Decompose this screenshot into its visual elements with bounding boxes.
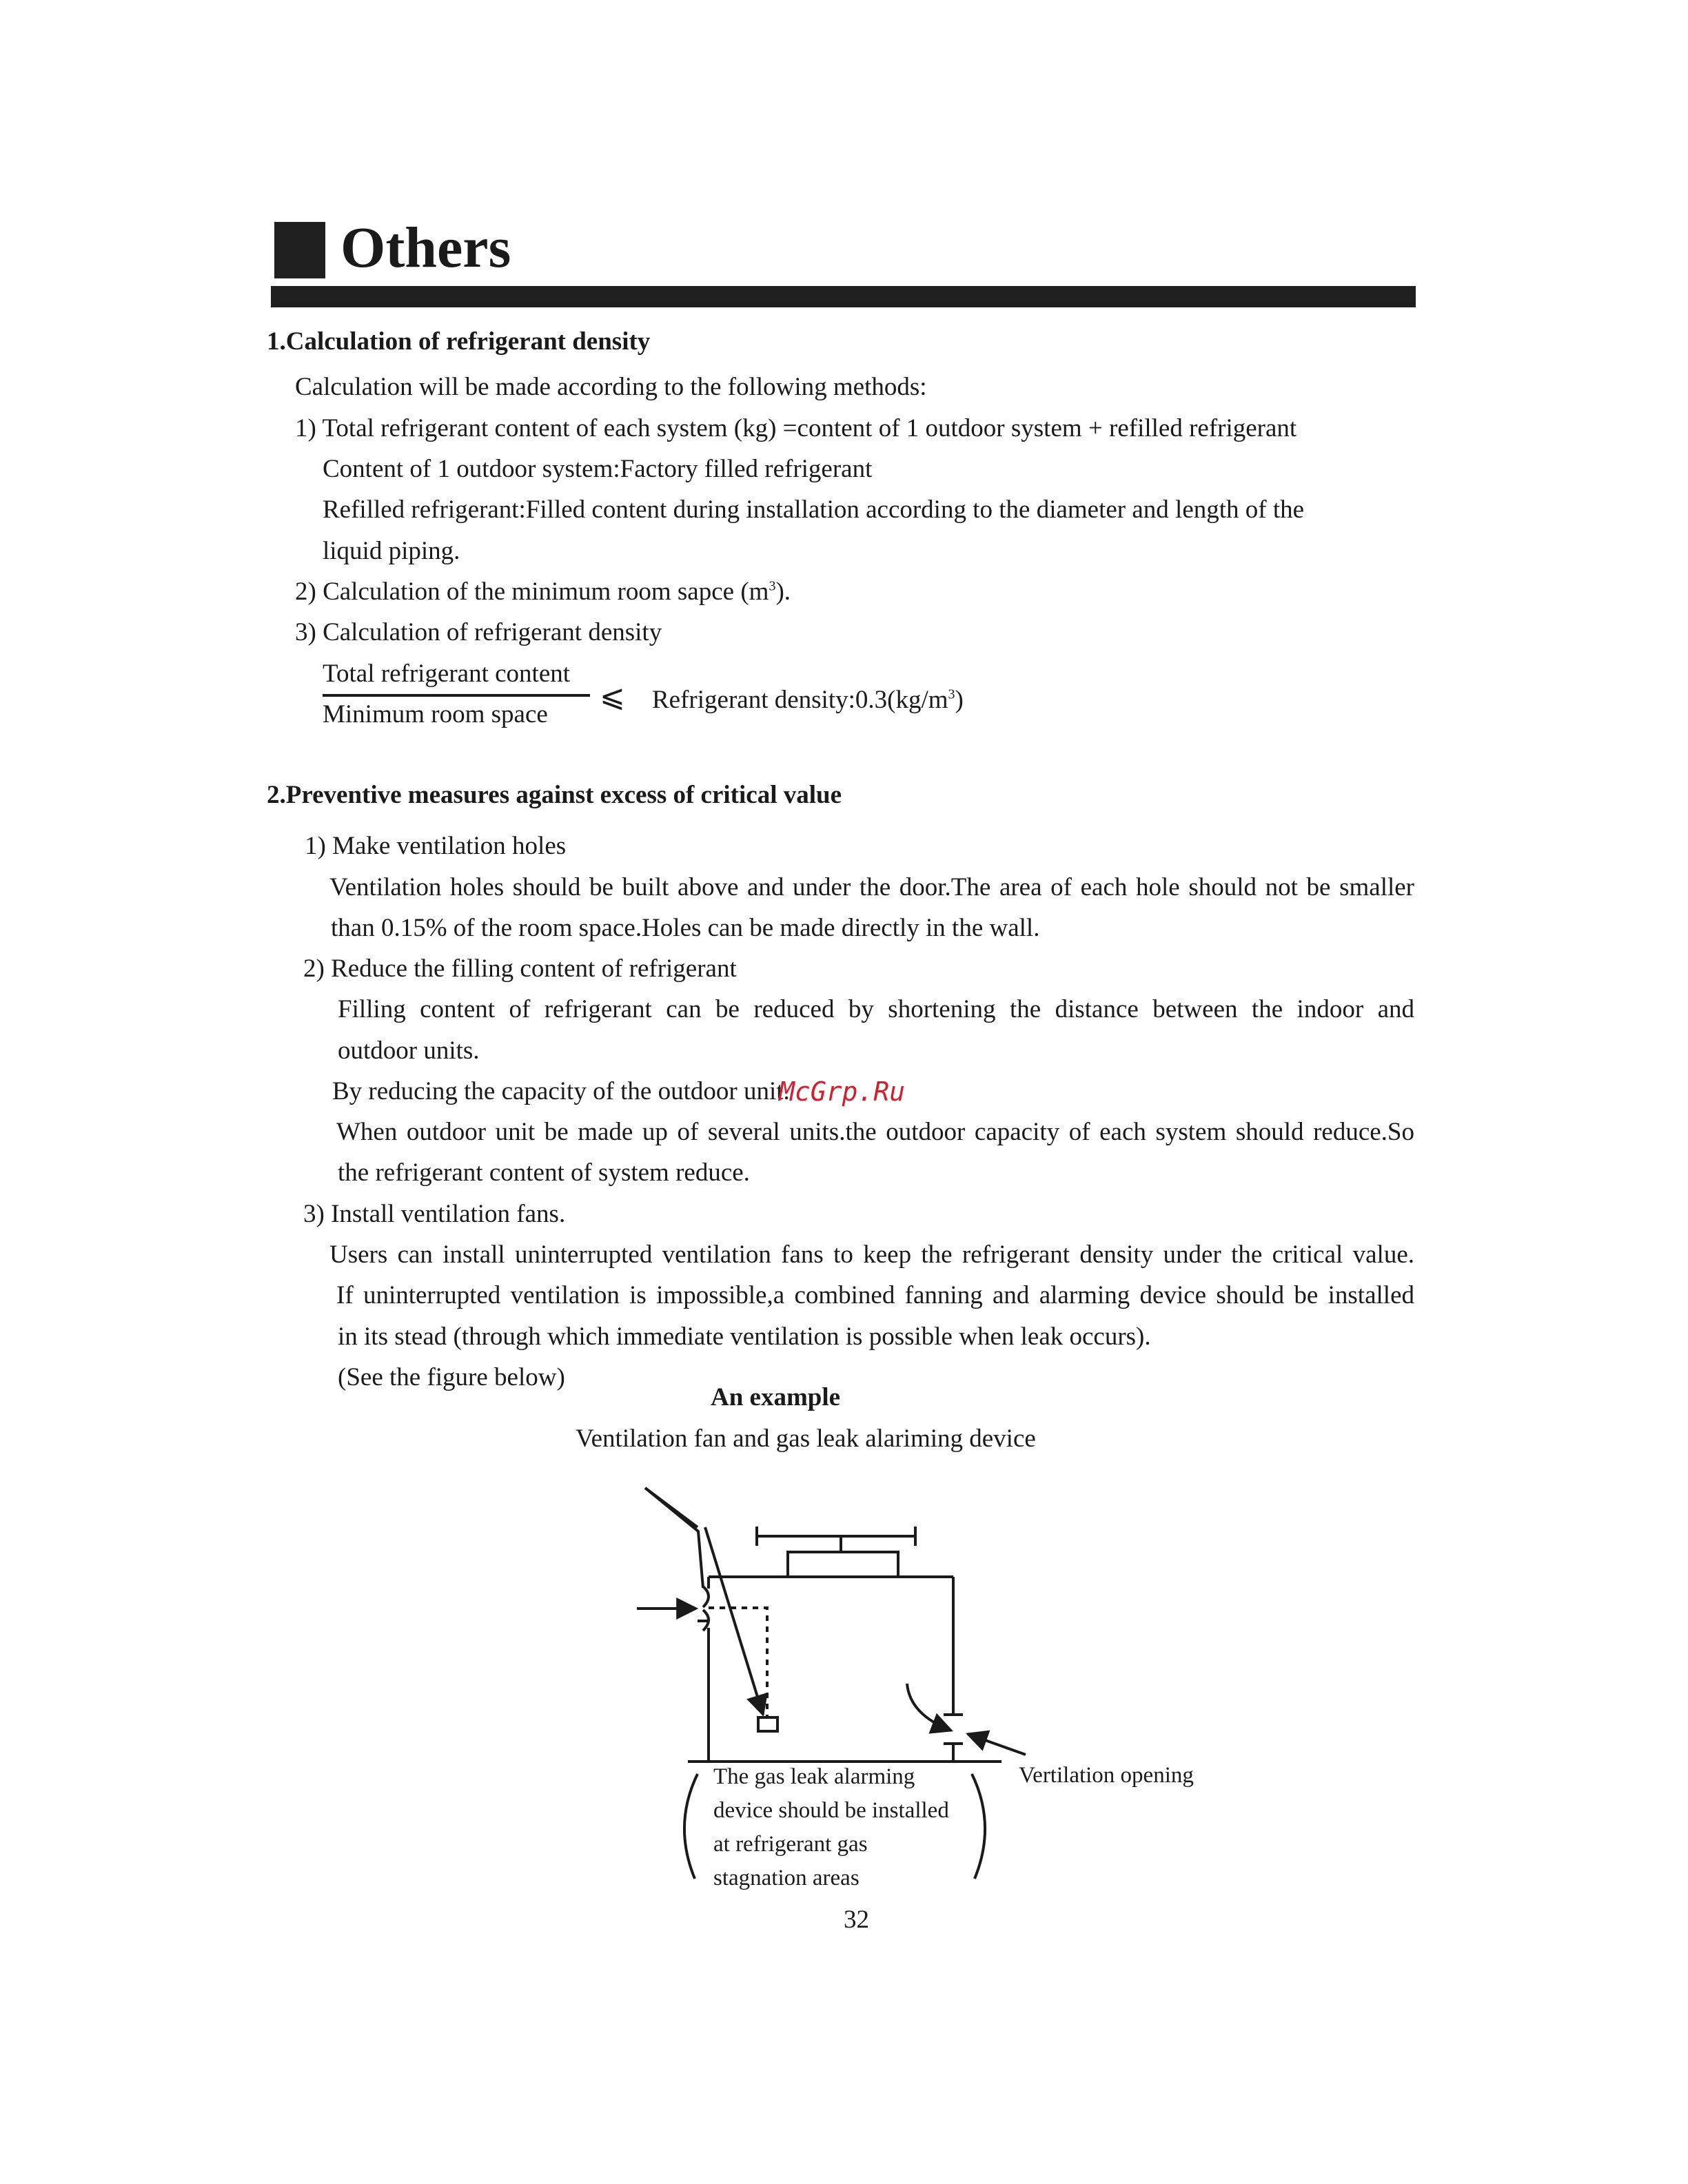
note-line4: stagnation areas xyxy=(713,1866,860,1890)
measure2-line5: the refrigerant content of system reduce. xyxy=(338,1159,750,1187)
figure-caption: Ventilation fan and gas leak alariming device xyxy=(576,1425,1036,1453)
figure-heading: An example xyxy=(711,1383,841,1411)
measure3-line3: in its stead (through which immediate ventilation is possible when leak occurs). xyxy=(338,1323,1151,1351)
result-text: Refrigerant density:0.3(kg/m xyxy=(652,686,948,714)
measure1-title: 1) Make ventilation holes xyxy=(305,832,567,860)
measure2-line1: Filling content of refrigerant can be reduced by shortening the distance between the indoor and xyxy=(338,995,1414,1023)
item2-text: 2) Calculation of the minimum room sapce (m xyxy=(295,578,769,606)
section1-item1-sub1: Content of 1 outdoor system:Factory filled refrigerant xyxy=(323,455,873,483)
item2-sup: 3 xyxy=(769,578,776,594)
airflow-arrow xyxy=(907,1684,951,1731)
pointer-to-alarm xyxy=(705,1527,763,1715)
section1-intro: Calculation will be made according to the following methods: xyxy=(295,373,927,401)
pointer-top-edge xyxy=(645,1488,698,1527)
result-end: ) xyxy=(955,686,964,714)
note-line3: at refrigerant gas xyxy=(713,1832,868,1857)
note-bracket-left xyxy=(684,1774,698,1879)
measure2-line4: When outdoor unit be made up of several units.the outdoor capacity of each system should reduce.So xyxy=(336,1118,1414,1146)
ventilation-opening-label: Vertilation opening xyxy=(1019,1763,1194,1788)
formula-denominator: Minimum room space xyxy=(323,700,548,728)
indoor-unit xyxy=(788,1552,898,1577)
measure3-line2: If uninterrupted ventilation is impossible,a combined fanning and alarming device should be installed xyxy=(336,1281,1414,1309)
section1-item1: 1) Total refrigerant content of each system (kg) =content of 1 outdoor system + refilled refrigerant xyxy=(295,414,1297,442)
measure1-line2: than 0.15% of the room space.Holes can be made directly in the wall. xyxy=(331,914,1040,942)
note-bracket-right xyxy=(972,1774,985,1879)
note-line2: device should be installed xyxy=(713,1798,949,1823)
formula-numerator: Total refrigerant content xyxy=(323,660,571,688)
section1-item1-sub2-line2: liquid piping. xyxy=(323,537,460,565)
section1-item3: 3) Calculation of refrigerant density xyxy=(295,618,662,646)
result-sup: 3 xyxy=(948,686,955,702)
item2-end: ). xyxy=(775,578,791,606)
gas-leak-alarm xyxy=(758,1717,777,1731)
section1-heading: 1.Calculation of refrigerant density xyxy=(267,327,651,356)
measure3-line1: Users can install uninterrupted ventilation fans to keep the refrigerant density under the critical value. xyxy=(329,1241,1414,1269)
page-number: 32 xyxy=(844,1906,869,1934)
note-line1: The gas leak alarming xyxy=(713,1764,915,1789)
measure2-line3: By reducing the capacity of the outdoor unit. xyxy=(332,1077,790,1105)
measure2-title: 2) Reduce the filling content of refrigerant xyxy=(303,955,737,983)
measure2-line2: outdoor units. xyxy=(338,1037,480,1065)
page-title: Others xyxy=(340,216,511,280)
measure3-title: 3) Install ventilation fans. xyxy=(303,1200,566,1228)
measure1-line1: Ventilation holes should be built above and under the door.The area of each hole should not be smaller xyxy=(329,873,1414,901)
less-equal-symbol: ⩽ xyxy=(600,680,625,713)
section1-item1-sub2-line1: Refilled refrigerant:Filled content during installation according to the diameter and length of the xyxy=(323,496,1305,524)
arrow-to-opening xyxy=(968,1734,1026,1755)
section2-heading: 2.Preventive measures against excess of critical value xyxy=(267,781,842,809)
fan-blade-top xyxy=(703,1586,709,1607)
measure3-line4: (See the figure below) xyxy=(338,1363,565,1391)
watermark: McGrp.Ru xyxy=(779,1076,906,1107)
pointer-to-fan xyxy=(645,1488,703,1588)
